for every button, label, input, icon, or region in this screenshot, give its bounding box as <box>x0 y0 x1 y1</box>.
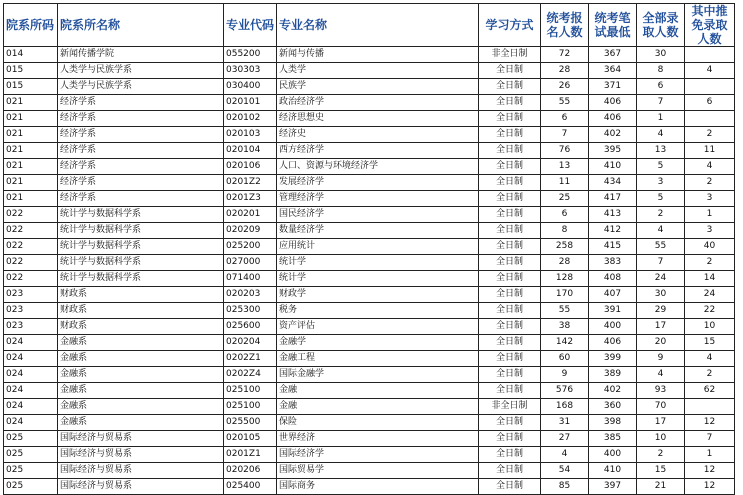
applicants-cell: 6 <box>541 111 589 127</box>
dept-code-cell: 021 <box>4 111 58 127</box>
dept-code-cell: 022 <box>4 223 58 239</box>
admitted-cell: 24 <box>637 271 685 287</box>
dept-name-cell: 金融系 <box>58 351 224 367</box>
admitted-cell: 3 <box>637 175 685 191</box>
major-code-cell: 025100 <box>224 399 277 415</box>
admitted-cell: 5 <box>637 191 685 207</box>
table-row <box>4 415 735 431</box>
min-score-cell: 383 <box>589 255 637 271</box>
applicants-cell: 11 <box>541 175 589 191</box>
applicants-cell: 25 <box>541 191 589 207</box>
dept-code-cell: 025 <box>4 463 58 479</box>
dept-code-cell: 024 <box>4 351 58 367</box>
dept-name-cell: 财政系 <box>58 287 224 303</box>
table-row <box>4 431 735 447</box>
applicants-cell: 28 <box>541 255 589 271</box>
recommended-cell: 40 <box>685 239 735 255</box>
major-name-cell: 金融 <box>277 383 479 399</box>
major-code-cell: 020103 <box>224 127 277 143</box>
header-admitted: 全部录取人数 <box>637 4 685 47</box>
applicants-cell: 27 <box>541 431 589 447</box>
major-code-cell: 025500 <box>224 415 277 431</box>
table-row <box>4 191 735 207</box>
dept-code-cell: 023 <box>4 319 58 335</box>
applicants-cell: 28 <box>541 63 589 79</box>
min-score-cell: 410 <box>589 159 637 175</box>
applicants-cell: 26 <box>541 79 589 95</box>
table-row <box>4 367 735 383</box>
major-name-cell: 税务 <box>277 303 479 319</box>
admitted-cell: 9 <box>637 351 685 367</box>
major-code-cell: 0201Z1 <box>224 447 277 463</box>
dept-name-cell: 财政系 <box>58 303 224 319</box>
study-mode-cell: 全日制 <box>479 383 541 399</box>
min-score-cell: 364 <box>589 63 637 79</box>
study-mode-cell: 全日制 <box>479 447 541 463</box>
major-code-cell: 020204 <box>224 335 277 351</box>
major-name-cell: 政治经济学 <box>277 95 479 111</box>
major-code-cell: 0201Z3 <box>224 191 277 207</box>
applicants-cell: 7 <box>541 127 589 143</box>
recommended-cell: 11 <box>685 143 735 159</box>
recommended-cell <box>685 111 735 127</box>
dept-name-cell: 经济学系 <box>58 111 224 127</box>
header-applicants: 统考报名人数 <box>541 4 589 47</box>
admitted-cell: 15 <box>637 463 685 479</box>
dept-code-cell: 021 <box>4 175 58 191</box>
min-score-cell: 415 <box>589 239 637 255</box>
table-row <box>4 383 735 399</box>
major-code-cell: 071400 <box>224 271 277 287</box>
major-code-cell: 020106 <box>224 159 277 175</box>
header-study-mode: 学习方式 <box>479 4 541 47</box>
dept-code-cell: 015 <box>4 63 58 79</box>
table-row <box>4 79 735 95</box>
min-score-cell: 395 <box>589 143 637 159</box>
dept-name-cell: 人类学与民族学系 <box>58 63 224 79</box>
study-mode-cell: 全日制 <box>479 335 541 351</box>
dept-name-cell: 经济学系 <box>58 175 224 191</box>
min-score-cell: 434 <box>589 175 637 191</box>
table-row <box>4 479 735 495</box>
dept-name-cell: 金融系 <box>58 335 224 351</box>
dept-name-cell: 国际经济与贸易系 <box>58 479 224 495</box>
major-name-cell: 金融学 <box>277 335 479 351</box>
dept-code-cell: 023 <box>4 287 58 303</box>
study-mode-cell: 全日制 <box>479 239 541 255</box>
dept-name-cell: 国际经济与贸易系 <box>58 447 224 463</box>
admitted-cell: 1 <box>637 111 685 127</box>
major-name-cell: 国际商务 <box>277 479 479 495</box>
header-major-name: 专业名称 <box>277 4 479 47</box>
min-score-cell: 408 <box>589 271 637 287</box>
major-name-cell: 西方经济学 <box>277 143 479 159</box>
major-code-cell: 055200 <box>224 47 277 63</box>
admitted-cell: 6 <box>637 79 685 95</box>
major-name-cell: 保险 <box>277 415 479 431</box>
table-row <box>4 287 735 303</box>
min-score-cell: 406 <box>589 335 637 351</box>
major-code-cell: 025300 <box>224 303 277 319</box>
dept-name-cell: 金融系 <box>58 367 224 383</box>
major-name-cell: 人口、资源与环境经济学 <box>277 159 479 175</box>
applicants-cell: 9 <box>541 367 589 383</box>
admitted-cell: 20 <box>637 335 685 351</box>
dept-code-cell: 021 <box>4 95 58 111</box>
dept-name-cell: 经济学系 <box>58 95 224 111</box>
major-code-cell: 0202Z4 <box>224 367 277 383</box>
recommended-cell: 1 <box>685 447 735 463</box>
major-code-cell: 025400 <box>224 479 277 495</box>
applicants-cell: 72 <box>541 47 589 63</box>
major-code-cell: 025100 <box>224 383 277 399</box>
table-row <box>4 207 735 223</box>
study-mode-cell: 全日制 <box>479 463 541 479</box>
table-row <box>4 127 735 143</box>
dept-code-cell: 014 <box>4 47 58 63</box>
admitted-cell: 55 <box>637 239 685 255</box>
major-code-cell: 0201Z2 <box>224 175 277 191</box>
recommended-cell: 4 <box>685 63 735 79</box>
study-mode-cell: 全日制 <box>479 271 541 287</box>
applicants-cell: 38 <box>541 319 589 335</box>
study-mode-cell: 全日制 <box>479 191 541 207</box>
applicants-cell: 6 <box>541 207 589 223</box>
applicants-cell: 168 <box>541 399 589 415</box>
header-row <box>4 4 735 47</box>
header-min-score: 统考笔试最低 <box>589 4 637 47</box>
study-mode-cell: 全日制 <box>479 63 541 79</box>
study-mode-cell: 全日制 <box>479 159 541 175</box>
study-mode-cell: 全日制 <box>479 175 541 191</box>
dept-name-cell: 经济学系 <box>58 143 224 159</box>
min-score-cell: 400 <box>589 319 637 335</box>
dept-name-cell: 经济学系 <box>58 191 224 207</box>
recommended-cell: 2 <box>685 255 735 271</box>
table-row <box>4 143 735 159</box>
recommended-cell <box>685 47 735 63</box>
major-name-cell: 国际经济学 <box>277 447 479 463</box>
major-code-cell: 025600 <box>224 319 277 335</box>
major-code-cell: 020105 <box>224 431 277 447</box>
study-mode-cell: 全日制 <box>479 223 541 239</box>
table-row <box>4 399 735 415</box>
table-row <box>4 271 735 287</box>
dept-name-cell: 人类学与民族学系 <box>58 79 224 95</box>
study-mode-cell: 全日制 <box>479 367 541 383</box>
major-name-cell: 管理经济学 <box>277 191 479 207</box>
major-name-cell: 人类学 <box>277 63 479 79</box>
dept-name-cell: 经济学系 <box>58 159 224 175</box>
major-code-cell: 020102 <box>224 111 277 127</box>
admitted-cell: 17 <box>637 319 685 335</box>
admitted-cell: 2 <box>637 447 685 463</box>
recommended-cell: 1 <box>685 207 735 223</box>
major-code-cell: 020201 <box>224 207 277 223</box>
applicants-cell: 55 <box>541 303 589 319</box>
applicants-cell: 258 <box>541 239 589 255</box>
applicants-cell: 128 <box>541 271 589 287</box>
header-dept-code: 院系所码 <box>4 4 58 47</box>
study-mode-cell: 全日制 <box>479 111 541 127</box>
dept-name-cell: 统计学与数据科学系 <box>58 271 224 287</box>
dept-code-cell: 021 <box>4 143 58 159</box>
applicants-cell: 13 <box>541 159 589 175</box>
major-name-cell: 国际金融学 <box>277 367 479 383</box>
min-score-cell: 417 <box>589 191 637 207</box>
major-name-cell: 财政学 <box>277 287 479 303</box>
recommended-cell: 3 <box>685 191 735 207</box>
admitted-cell: 30 <box>637 47 685 63</box>
recommended-cell: 4 <box>685 351 735 367</box>
applicants-cell: 170 <box>541 287 589 303</box>
recommended-cell: 12 <box>685 463 735 479</box>
dept-name-cell: 金融系 <box>58 399 224 415</box>
recommended-cell: 14 <box>685 271 735 287</box>
min-score-cell: 398 <box>589 415 637 431</box>
recommended-cell <box>685 399 735 415</box>
major-code-cell: 025200 <box>224 239 277 255</box>
dept-code-cell: 021 <box>4 191 58 207</box>
table-row <box>4 351 735 367</box>
min-score-cell: 367 <box>589 47 637 63</box>
min-score-cell: 410 <box>589 463 637 479</box>
study-mode-cell: 全日制 <box>479 351 541 367</box>
dept-code-cell: 023 <box>4 303 58 319</box>
applicants-cell: 85 <box>541 479 589 495</box>
dept-code-cell: 024 <box>4 367 58 383</box>
major-name-cell: 统计学 <box>277 271 479 287</box>
table-row <box>4 223 735 239</box>
study-mode-cell: 非全日制 <box>479 399 541 415</box>
table-row <box>4 447 735 463</box>
recommended-cell: 24 <box>685 287 735 303</box>
major-name-cell: 民族学 <box>277 79 479 95</box>
admitted-cell: 7 <box>637 255 685 271</box>
admitted-cell: 7 <box>637 95 685 111</box>
study-mode-cell: 全日制 <box>479 431 541 447</box>
min-score-cell: 391 <box>589 303 637 319</box>
table-row <box>4 255 735 271</box>
min-score-cell: 360 <box>589 399 637 415</box>
admitted-cell: 70 <box>637 399 685 415</box>
dept-code-cell: 022 <box>4 255 58 271</box>
dept-code-cell: 025 <box>4 431 58 447</box>
table-row <box>4 239 735 255</box>
study-mode-cell: 全日制 <box>479 143 541 159</box>
dept-code-cell: 021 <box>4 127 58 143</box>
study-mode-cell: 全日制 <box>479 479 541 495</box>
major-name-cell: 应用统计 <box>277 239 479 255</box>
applicants-cell: 142 <box>541 335 589 351</box>
major-name-cell: 发展经济学 <box>277 175 479 191</box>
study-mode-cell: 全日制 <box>479 255 541 271</box>
major-code-cell: 027000 <box>224 255 277 271</box>
major-name-cell: 经济史 <box>277 127 479 143</box>
major-code-cell: 020101 <box>224 95 277 111</box>
dept-name-cell: 统计学与数据科学系 <box>58 255 224 271</box>
min-score-cell: 407 <box>589 287 637 303</box>
major-name-cell: 国际贸易学 <box>277 463 479 479</box>
major-name-cell: 世界经济 <box>277 431 479 447</box>
dept-name-cell: 统计学与数据科学系 <box>58 223 224 239</box>
min-score-cell: 397 <box>589 479 637 495</box>
study-mode-cell: 非全日制 <box>479 47 541 63</box>
major-code-cell: 020104 <box>224 143 277 159</box>
major-name-cell: 新闻与传播 <box>277 47 479 63</box>
study-mode-cell: 全日制 <box>479 287 541 303</box>
dept-code-cell: 025 <box>4 447 58 463</box>
min-score-cell: 400 <box>589 447 637 463</box>
major-code-cell: 020203 <box>224 287 277 303</box>
applicants-cell: 60 <box>541 351 589 367</box>
dept-code-cell: 022 <box>4 239 58 255</box>
min-score-cell: 385 <box>589 431 637 447</box>
recommended-cell: 22 <box>685 303 735 319</box>
recommended-cell: 6 <box>685 95 735 111</box>
admissions-table-container <box>3 3 735 495</box>
dept-code-cell: 021 <box>4 159 58 175</box>
header-recommended: 其中推免录取人数 <box>685 4 735 47</box>
major-code-cell: 030400 <box>224 79 277 95</box>
recommended-cell: 62 <box>685 383 735 399</box>
major-code-cell: 020209 <box>224 223 277 239</box>
recommended-cell: 10 <box>685 319 735 335</box>
header-dept-name: 院系所名称 <box>58 4 224 47</box>
recommended-cell: 12 <box>685 415 735 431</box>
dept-name-cell: 国际经济与贸易系 <box>58 431 224 447</box>
dept-code-cell: 022 <box>4 207 58 223</box>
table-row <box>4 63 735 79</box>
major-name-cell: 金融工程 <box>277 351 479 367</box>
header-major-code: 专业代码 <box>224 4 277 47</box>
dept-name-cell: 财政系 <box>58 319 224 335</box>
study-mode-cell: 全日制 <box>479 303 541 319</box>
applicants-cell: 54 <box>541 463 589 479</box>
dept-name-cell: 统计学与数据科学系 <box>58 239 224 255</box>
study-mode-cell: 全日制 <box>479 95 541 111</box>
admitted-cell: 2 <box>637 207 685 223</box>
study-mode-cell: 全日制 <box>479 207 541 223</box>
dept-code-cell: 024 <box>4 383 58 399</box>
study-mode-cell: 全日制 <box>479 79 541 95</box>
major-name-cell: 统计学 <box>277 255 479 271</box>
major-name-cell: 资产评估 <box>277 319 479 335</box>
applicants-cell: 4 <box>541 447 589 463</box>
applicants-cell: 31 <box>541 415 589 431</box>
min-score-cell: 389 <box>589 367 637 383</box>
major-code-cell: 0202Z1 <box>224 351 277 367</box>
study-mode-cell: 全日制 <box>479 415 541 431</box>
applicants-cell: 8 <box>541 223 589 239</box>
major-name-cell: 数量经济学 <box>277 223 479 239</box>
dept-code-cell: 024 <box>4 335 58 351</box>
min-score-cell: 406 <box>589 111 637 127</box>
admitted-cell: 30 <box>637 287 685 303</box>
dept-name-cell: 金融系 <box>58 415 224 431</box>
dept-code-cell: 024 <box>4 415 58 431</box>
min-score-cell: 412 <box>589 223 637 239</box>
major-code-cell: 020206 <box>224 463 277 479</box>
table-body <box>4 47 735 495</box>
min-score-cell: 402 <box>589 127 637 143</box>
min-score-cell: 413 <box>589 207 637 223</box>
major-name-cell: 国民经济学 <box>277 207 479 223</box>
admitted-cell: 13 <box>637 143 685 159</box>
admissions-table <box>3 3 735 495</box>
major-name-cell: 经济思想史 <box>277 111 479 127</box>
dept-code-cell: 025 <box>4 479 58 495</box>
recommended-cell: 2 <box>685 127 735 143</box>
admitted-cell: 21 <box>637 479 685 495</box>
admitted-cell: 4 <box>637 127 685 143</box>
dept-name-cell: 经济学系 <box>58 127 224 143</box>
admitted-cell: 93 <box>637 383 685 399</box>
admitted-cell: 29 <box>637 303 685 319</box>
min-score-cell: 402 <box>589 383 637 399</box>
applicants-cell: 576 <box>541 383 589 399</box>
admitted-cell: 5 <box>637 159 685 175</box>
table-row <box>4 463 735 479</box>
study-mode-cell: 全日制 <box>479 319 541 335</box>
min-score-cell: 371 <box>589 79 637 95</box>
table-row <box>4 335 735 351</box>
dept-name-cell: 新闻传播学院 <box>58 47 224 63</box>
dept-code-cell: 024 <box>4 399 58 415</box>
dept-code-cell: 022 <box>4 271 58 287</box>
recommended-cell: 12 <box>685 479 735 495</box>
admitted-cell: 4 <box>637 223 685 239</box>
recommended-cell: 2 <box>685 175 735 191</box>
table-row <box>4 95 735 111</box>
admitted-cell: 8 <box>637 63 685 79</box>
recommended-cell <box>685 79 735 95</box>
major-name-cell: 金融 <box>277 399 479 415</box>
min-score-cell: 399 <box>589 351 637 367</box>
major-code-cell: 030303 <box>224 63 277 79</box>
admitted-cell: 17 <box>637 415 685 431</box>
dept-name-cell: 金融系 <box>58 383 224 399</box>
admitted-cell: 4 <box>637 367 685 383</box>
dept-name-cell: 国际经济与贸易系 <box>58 463 224 479</box>
recommended-cell: 3 <box>685 223 735 239</box>
table-row <box>4 175 735 191</box>
recommended-cell: 4 <box>685 159 735 175</box>
table-row <box>4 303 735 319</box>
recommended-cell: 7 <box>685 431 735 447</box>
study-mode-cell: 全日制 <box>479 127 541 143</box>
dept-name-cell: 统计学与数据科学系 <box>58 207 224 223</box>
applicants-cell: 76 <box>541 143 589 159</box>
table-row <box>4 47 735 63</box>
min-score-cell: 406 <box>589 95 637 111</box>
admitted-cell: 10 <box>637 431 685 447</box>
applicants-cell: 55 <box>541 95 589 111</box>
table-row <box>4 159 735 175</box>
table-row <box>4 319 735 335</box>
recommended-cell: 2 <box>685 367 735 383</box>
recommended-cell: 15 <box>685 335 735 351</box>
table-row <box>4 111 735 127</box>
dept-code-cell: 015 <box>4 79 58 95</box>
